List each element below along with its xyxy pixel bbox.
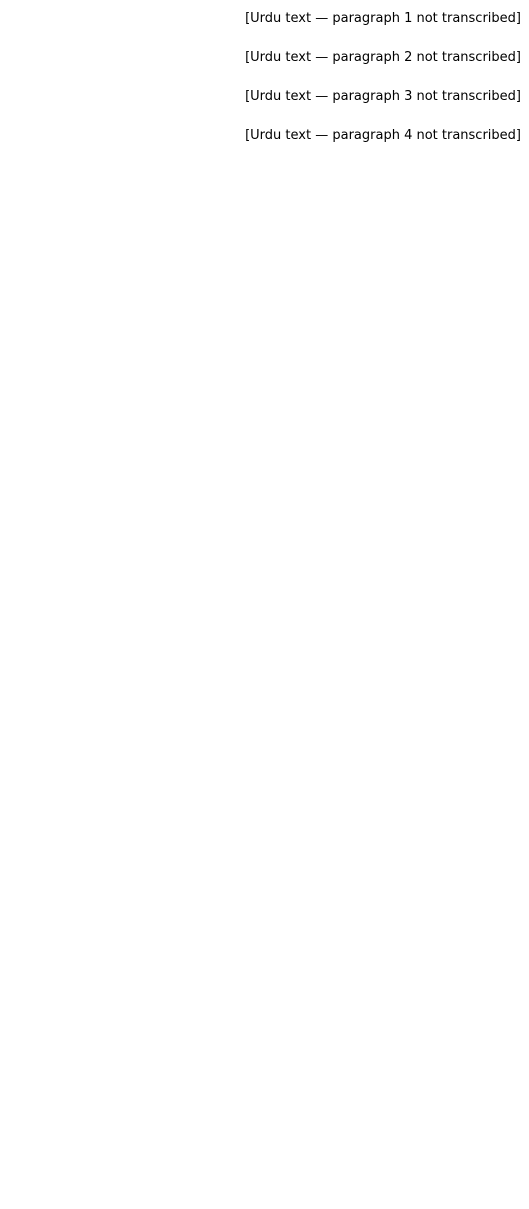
article-paragraph-3: [Urdu text — paragraph 3 not transcribed] [245, 89, 521, 104]
article-paragraph-4: [Urdu text — paragraph 4 not transcribed] [245, 128, 521, 143]
article-paragraph-1: [Urdu text — paragraph 1 not transcribed] [245, 11, 521, 26]
article-paragraph-2: [Urdu text — paragraph 2 not transcribed] [245, 50, 521, 65]
